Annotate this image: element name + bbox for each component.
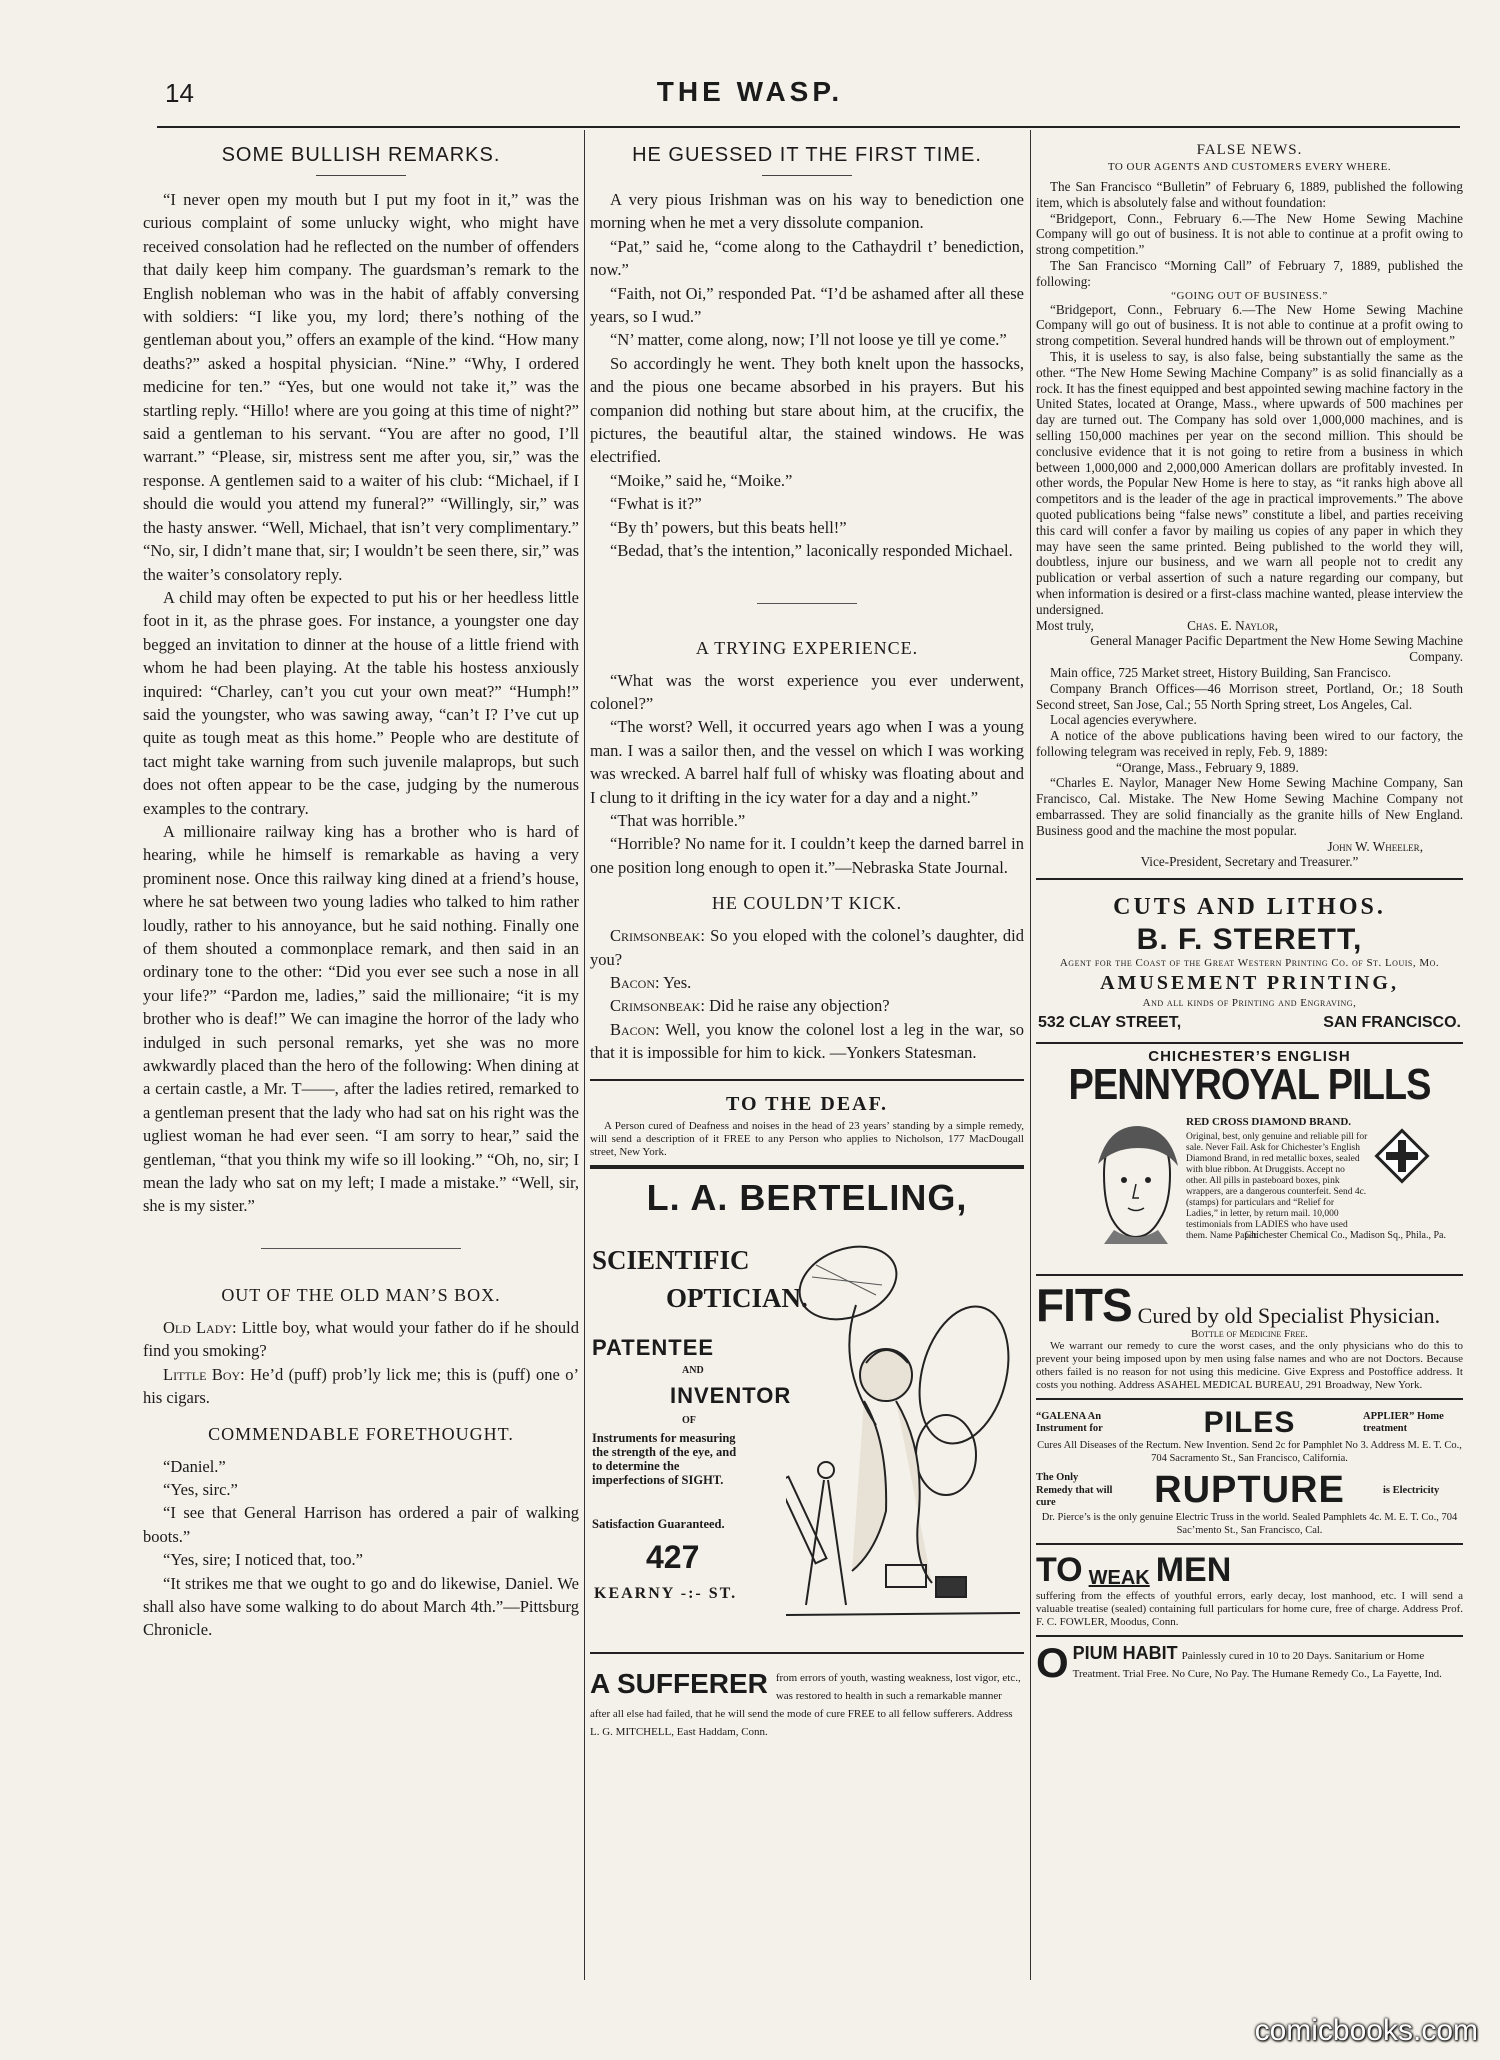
speech: He’d (puff) prob’ly lick me; this is (puff) one o’ his cigars. — [143, 1364, 579, 1408]
ad-rule — [590, 1079, 1024, 1081]
article-paragraph: “Bedad, that’s the intention,” laconically responded Michael. — [610, 541, 1013, 561]
top-rule — [157, 126, 1460, 128]
page-number: 14 — [165, 78, 194, 108]
ad-subtitle: Cured by old Specialist Physician. — [1137, 1303, 1441, 1329]
speaker: Little Boy: — [163, 1364, 245, 1384]
column-middle — [590, 134, 1024, 1984]
article-subtitle: TO OUR AGENTS AND CUSTOMERS EVERY WHERE. — [1107, 161, 1392, 173]
ad-line: AND — [682, 1364, 704, 1376]
column-rule-2 — [1030, 130, 1031, 1980]
dialogue-line — [590, 971, 1024, 994]
ad-text: A Person cured of Deafness and noises in the head of 23 years’ standing by a simple remedy, will send a description of it FREE to any Person who applies to Nicholson, 177 MacDougall street, New York. — [590, 1119, 1024, 1158]
dialogue-line — [590, 924, 1024, 971]
diamond-cross-icon — [1372, 1126, 1432, 1186]
ad-street-number: 427 — [646, 1538, 700, 1575]
ad-line: AMUSEMENT PRINTING, — [1100, 972, 1399, 995]
sig-title: Vice-President, Secretary and Treasurer.” — [1140, 854, 1359, 870]
address-city: SAN FRANCISCO. — [1323, 1014, 1461, 1032]
title-rule — [762, 175, 852, 176]
article-paragraph: “That was horrible.” — [610, 810, 746, 830]
ad-line: INVENTOR — [670, 1382, 792, 1408]
ad-text: And all kinds of Printing and Engraving, — [1142, 997, 1357, 1010]
ad-text: Instruments for measuring the strength of the eye, and to determine the imperfections of SIGHT. — [592, 1430, 737, 1487]
article-title: COMMENDABLE FORETHOUGHT. — [208, 1423, 514, 1444]
ad-text: Painlessly cured in 10 to 20 Days. Sanitarium or Home Treatment. Trial Free. No Cure, No Pay. The Humane Remedy Co., La Fayette, Ind. — [1072, 1650, 1442, 1681]
ad-pennyroyal-pills — [1036, 1044, 1463, 1276]
article-paragraph: “What was the worst experience you ever underwent, colonel?” — [590, 670, 1024, 713]
column-left — [143, 134, 579, 1974]
article-paragraph: “Faith, not Oi,” responded Pat. “I’d be ashamed after all these years, so I wud.” — [590, 283, 1024, 327]
ad-title: FITS — [1036, 1279, 1132, 1332]
ad-text: from errors of youth, wasting weakness, lost vigor, etc., was restored to health in such a remarkable manner after all else had failed, that he will send the mode of cure FREE to all fellow sufferers. Address L. G. MITCHELL, East Haddam, Conn. — [590, 1671, 1021, 1738]
section-separator — [757, 603, 857, 604]
ad-line: Satisfaction Guaranteed. — [592, 1516, 725, 1531]
speaker: Bacon: — [610, 1019, 660, 1039]
dialogue-line — [590, 1018, 1024, 1065]
article-title: HE GUESSED IT THE FIRST TIME. — [632, 144, 982, 166]
ad-line: OF — [682, 1414, 696, 1426]
article-paragraph: The San Francisco “Morning Call” of February 7, 1889, published the following: — [1036, 257, 1463, 289]
ad-line: APPLIER” Home treatment — [1362, 1410, 1444, 1435]
ad-text: Agent for the Coast of the Great Western Printing Co. of St. Louis, Mo. — [1059, 957, 1440, 970]
ad-subtitle: CHICHESTER’S ENGLISH — [1148, 1048, 1351, 1066]
sig-name: John W. Wheeler, — [1327, 838, 1423, 854]
speech: Little boy, what would your father do if he should find you smoking? — [143, 1317, 579, 1361]
speech: So you eloped with the colonel’s daughter, did you? — [590, 926, 1024, 969]
lady-portrait-illustration — [1084, 1124, 1184, 1244]
article-paragraph: The San Francisco “Bulletin” of February 6, 1889, published the following item, which is absolutely false and without foundation: — [1036, 179, 1463, 210]
dialogue-line — [143, 1363, 579, 1410]
article-paragraph: “It strikes me that we ought to go and do likewise, Daniel. We shall also have some walking to do about March 4th.”—Pittsburg Chronicle. — [143, 1573, 579, 1640]
ad-title: O — [1036, 1639, 1069, 1687]
article-paragraph: “Fwhat is it?” — [610, 494, 702, 514]
article-paragraph: “I never open my mouth but I put my foot in it,” was the curious complaint of some unlucky wight, who might have received consolation had he reflected on the number of offenders that daily keep him company. The guardsman’s remark to the English nobleman who was in the habit of affably conversing with soldiers: “I like you, my lord; there’s nothing of the gentleman about you,” offers an example of the kind. “How many deaths?” asked a hospital physician. “Nine.” “Why, I ordered medicine for ten.” “Yes, but one would not take it,” was the startling reply. “Hillo! where are you going at this time of night?” said a gentleman to his servant. “You are after no good, I’ll warrant.” “Please, sir, mistress sent me after you, sir,” was the response. A gentlemen said to a waiter of his club: “Michael, if I should die would you attend my funeral?” “Willingly, sir,” was the hasty answer. “Well, Michael, that isn’t very complimentary.” “No, sir, I didn’t mane that, sir; I wouldn’t be seen there, sir,” was the waiter’s consolatory reply. — [143, 190, 579, 584]
ad-text: We warrant our remedy to cure the worst cases, and the only physicians who do this to prevent your being imposed upon by men using false names and who are not Doctors. Because others failed is no reason for not using this medicine. Give Express and Postoffice address. It costs you nothing. Address ASAHEL MEDICAL BUREAU, 291 Broadway, New York. — [1036, 1340, 1463, 1392]
speaker: Crimsonbeak: — [610, 996, 705, 1016]
column-right — [1036, 134, 1463, 1984]
ad-footer: Chichester Chemical Co., Madison Sq., Phila., Pa. — [1244, 1230, 1446, 1242]
article-paragraph: “Yes, sirc.” — [163, 1479, 238, 1499]
ad-headline — [1036, 1406, 1463, 1440]
ad-text: Cures All Diseases of the Rectum. New Invention. Send 2c for Pamphlet No 3. Address M. E. T. Co., 704 Sacramento St., San Francisco, California. — [1037, 1440, 1462, 1464]
ad-line: SCIENTIFIC — [592, 1244, 750, 1275]
ad-title: PENNYROYAL PILLS — [1068, 1061, 1431, 1110]
ad-title: TO THE DEAF. — [725, 1092, 889, 1115]
sig-title: General Manager Pacific Department the New Home Sewing Machine Company. — [1090, 633, 1463, 665]
ad-street: KEARNY -:- ST. — [594, 1584, 738, 1602]
ad-line: “GALENA An Instrument for — [1036, 1410, 1103, 1435]
article-paragraph: A notice of the above publications having been wired to our factory, the following telegram was received in reply, Feb. 9, 1889: — [1036, 728, 1463, 759]
column-rule-1 — [584, 130, 585, 1980]
ad-title: PILES — [1203, 1406, 1296, 1440]
ad-line: CUTS AND LITHOS. — [1113, 894, 1386, 921]
dialogue-line — [143, 1316, 579, 1363]
article-paragraph: “Bridgeport, Conn., February 6.—The New Home Sewing Machine Company will go out of business. It is not able to continue at a profit owing to strong competition. Several hundred hands will be thrown out of employment.” — [1036, 301, 1463, 349]
ad-title: L. A. BERTELING, — [646, 1176, 968, 1218]
article-paragraph: “By th’ powers, but this beats hell!” — [610, 517, 847, 537]
ad-berteling-optician — [590, 1167, 1024, 1654]
dialogue-line — [590, 994, 1024, 1017]
ad-title: B. F. STERETT, — [1136, 923, 1363, 957]
ad-to-the-deaf — [590, 1087, 1024, 1167]
ad-line: PATENTEE — [592, 1334, 715, 1360]
ad-address — [1036, 1010, 1463, 1036]
article-title: HE COULDN’T KICK. — [711, 893, 903, 914]
title-rule — [316, 175, 406, 176]
ad-title: MEN — [1155, 1551, 1232, 1590]
ad-text: suffering from the effects of youthful errors, early decay, lost manhood, etc. I will send a valuable treatise (sealed) containing full particulars for home cure, free of charge. Address Prof. F. C. FOWLER, Moodus, Conn. — [1036, 1590, 1463, 1629]
article-quote-head: “GOING OUT OF BUSINESS.” — [1171, 289, 1328, 302]
article-paragraph: A millionaire railway king has a brother who is hard of hearing, while he himself is remarkable as having a very prominent nose. Once this railway king dined at a friend’s house, where he sat between two young ladies who talked to him rather loudly, rather to his annoyance, but he said nothing. Finally one of them shouted a commonplace remark, and then said in an ordinary tone to the other: “Did you ever see such a nose in all your life?” “Pardon me, ladies,” said the millionaire; “it is my brother who is deaf!” We can imagine the horror of the lady who indulged in such personal remarks, yet she was no more awkwardly placed than the hero of the following: When dining at a certain castle, a Mr. T——, after the ladies retired, remarked to a gentleman present that the lady who had sat on his right was the ugliest woman he had ever seen. “I am sorry to hear,” said the gentleman, “that you think my wife so ill looking.” “Oh, no, sir; I mean the lady who sat on my left; I made a mistake.” “Well, sir, she is my sister.” — [143, 821, 579, 1216]
speech: Well, you know the colonel lost a leg in the war, so that it is impossible for him to kick. —Yonkers Statesman. — [590, 1019, 1024, 1063]
ad-text: Dr. Pierce’s is the only genuine Electric Truss in the world. Sealed Pamphlets 4c. M. E. T. Co., 704 Sac’mento St., San Francisco, Cal. — [1041, 1512, 1458, 1536]
ad-line: is Electricity — [1383, 1484, 1440, 1496]
ad-weak-men — [1036, 1545, 1463, 1637]
article-paragraph: Main office, 725 Market street, History Building, San Francisco. — [1050, 664, 1392, 680]
article-paragraph: “I see that General Harrison has ordered a pair of walking boots.” — [143, 1503, 579, 1546]
ad-title: RUPTURE — [1154, 1469, 1345, 1512]
article-paragraph: So accordingly he went. They both knelt upon the hassocks, and the pious one became absorbed in his prayers. But his companion did nothing but stare about him, at the crucifix, the pictures, the beautiful altar, the stained windows. He was electrified. — [590, 353, 1024, 467]
ad-line: OPTICIAN. — [666, 1282, 808, 1313]
ad-fits — [1036, 1276, 1463, 1400]
article-paragraph: “N’ matter, come along, now; I’ll not loose ye till ye come.” — [610, 330, 1007, 350]
ad-rule — [1036, 878, 1463, 880]
article-paragraph: “Charles E. Naylor, Manager New Home Sewing Machine Company, San Francisco, Cal. Mistake. The New Home Sewing Machine Company not embarrassed. They are solid financially as the granite hills of New England. Business good and the machine the most popular. — [1036, 775, 1463, 838]
article-paragraph: “Moike,” said he, “Moike.” — [610, 470, 793, 490]
speech: Did he raise any objection? — [709, 996, 890, 1016]
watermark: comicbooks.com — [1254, 2014, 1478, 2047]
ad-line: The Only Remedy that will cure — [1036, 1472, 1113, 1509]
article-paragraph: “Bridgeport, Conn., February 6.—The New Home Sewing Machine Company will go out of business. It is not able to continue at a profit owing to strong competition.” — [1036, 210, 1463, 258]
article-paragraph: “Pat,” said he, “come along to the Cathaydril t’ benediction, now.” — [590, 236, 1024, 280]
article-paragraph: Company Branch Offices—46 Morrison street, Portland, Or.; 18 South Second street, San Jose, Cal.; 55 North Spring street, Los Angeles, Cal. — [1036, 680, 1463, 712]
ad-opium-habit — [1036, 1637, 1463, 1689]
ad-title: WEAK — [1088, 1567, 1150, 1590]
article-paragraph: “Daniel.” — [163, 1456, 226, 1476]
signature-line — [1036, 618, 1463, 634]
ad-sterett — [1036, 886, 1463, 1044]
article-paragraph: “Orange, Mass., February 9, 1889. — [1116, 759, 1299, 775]
article-title: A TRYING EXPERIENCE. — [695, 637, 919, 658]
speech: Yes. — [663, 972, 692, 992]
address-street: 532 CLAY STREET, — [1038, 1014, 1182, 1032]
ad-body — [1073, 1643, 1463, 1682]
article-paragraph: “Horrible? No name for it. I couldn’t keep the darned barrel in one position long enough to open it.”—Nebraska State Journal. — [590, 834, 1024, 877]
masthead: THE WASP. — [656, 76, 844, 107]
article-paragraph: “Yes, sire; I noticed that, too.” — [163, 1550, 363, 1570]
sig-name: Chas. E. Naylor, — [1187, 617, 1279, 633]
article-paragraph: Local agencies everywhere. — [1050, 712, 1197, 728]
speaker: Crimsonbeak: — [610, 926, 705, 946]
ad-title: TO — [1036, 1551, 1083, 1590]
article-paragraph: A very pious Irishman was on his way to benediction one morning when he met a very dissolute companion. — [590, 190, 1024, 233]
article-paragraph: A child may often be expected to put his or her heedless little foot in it, as the phrase goes. For instance, a youngster one day begged an invitation to dinner at the house of a little friend with whom he had been playing. At the table his hostess anxiously inquired: “Charley, can’t you cut your own meat?” “Humph!” said the youngster, who was sawing away, “can’t I? I’ve cut up quite as tough meat as this home.” People who are destitute of tact might take warning from such juvenile malaprops, but such does not often appear to be the case, judging by the numerous examples to the contrary. — [143, 587, 579, 818]
ad-subtitle: Bottle of Medicine Free. — [1191, 1328, 1308, 1341]
ad-headline — [1036, 1551, 1463, 1590]
ad-subtitle: RED CROSS DIAMOND BRAND. — [1186, 1116, 1352, 1129]
section-separator — [261, 1248, 461, 1249]
ad-title: PIUM HABIT — [1072, 1643, 1178, 1664]
ad-headline — [1036, 1279, 1463, 1332]
ad-sufferer — [590, 1654, 1024, 1740]
article-title: OUT OF THE OLD MAN’S BOX. — [221, 1284, 501, 1305]
ad-headline — [1036, 1469, 1463, 1512]
ad-piles-rupture — [1036, 1400, 1463, 1545]
article-paragraph: This, it is useless to say, is also false, being substantially the same as the other. “The New Home Sewing Machine Company” is as solid financially as a rock. It has the finest equipped and best appointed sewing machine factory in the United States, located at Orange, Mass., where upwards of 500 machines per day are turned out. The Company has sold over 1,000,000 machines, and is selling 150,000 machines per year on the second million. This should be conclusive evidence that it is not going to retire from a business in which between 1,000,000 and 2,000,000 American dollars are profitably invested. In other words, the Popular New Home is here to stay, as “it ranks high above all competitors and is the leader of the age in practical improvements.” The above quoted publications being “false news” constitute a libel, and parties receiving this card will confer a favor by mailing us copies of any paper in which they may have seen the same printed. Being published to the world they will, doubtless, injure our business, and we warn all people not to credit any publication or verbal assertion of such a nature regarding our company, but when information is desired or a first-class machine wanted, please interview the undersigned. — [1036, 348, 1463, 617]
speaker: Bacon: — [610, 972, 660, 992]
cherub-lens-illustration — [786, 1225, 1020, 1635]
ad-text: Original, best, only genuine and reliable pill for sale. Never Fail. Ask for Chichester’s English Diamond Brand, in red metallic boxes, sealed with blue ribbon. At Druggists. Accept no other. All pills in pasteboard boxes, pink wrappers, are a dangerous counterfeit. Send 4c. (stamps) for particulars and “Relief for Ladies,” in letter, by return mail. 10,000 testimonials from LADIES who have used them. Name Paper. — [1186, 1132, 1368, 1242]
article-paragraph: “The worst? Well, it occurred years ago when I was a young man. I was a sailor then, and the vessel on which I was working was wrecked. A barrel half full of whisky was floating about and I clung to it drifting in the icy water for a day and a night.” — [590, 717, 1024, 807]
article-title: SOME BULLISH REMARKS. — [221, 144, 501, 166]
ad-title: A SUFFERER — [590, 1667, 768, 1699]
article-title: FALSE NEWS. — [1196, 142, 1303, 158]
sig-lead: Most truly, — [1036, 617, 1094, 633]
speaker: Old Lady: — [163, 1317, 237, 1337]
